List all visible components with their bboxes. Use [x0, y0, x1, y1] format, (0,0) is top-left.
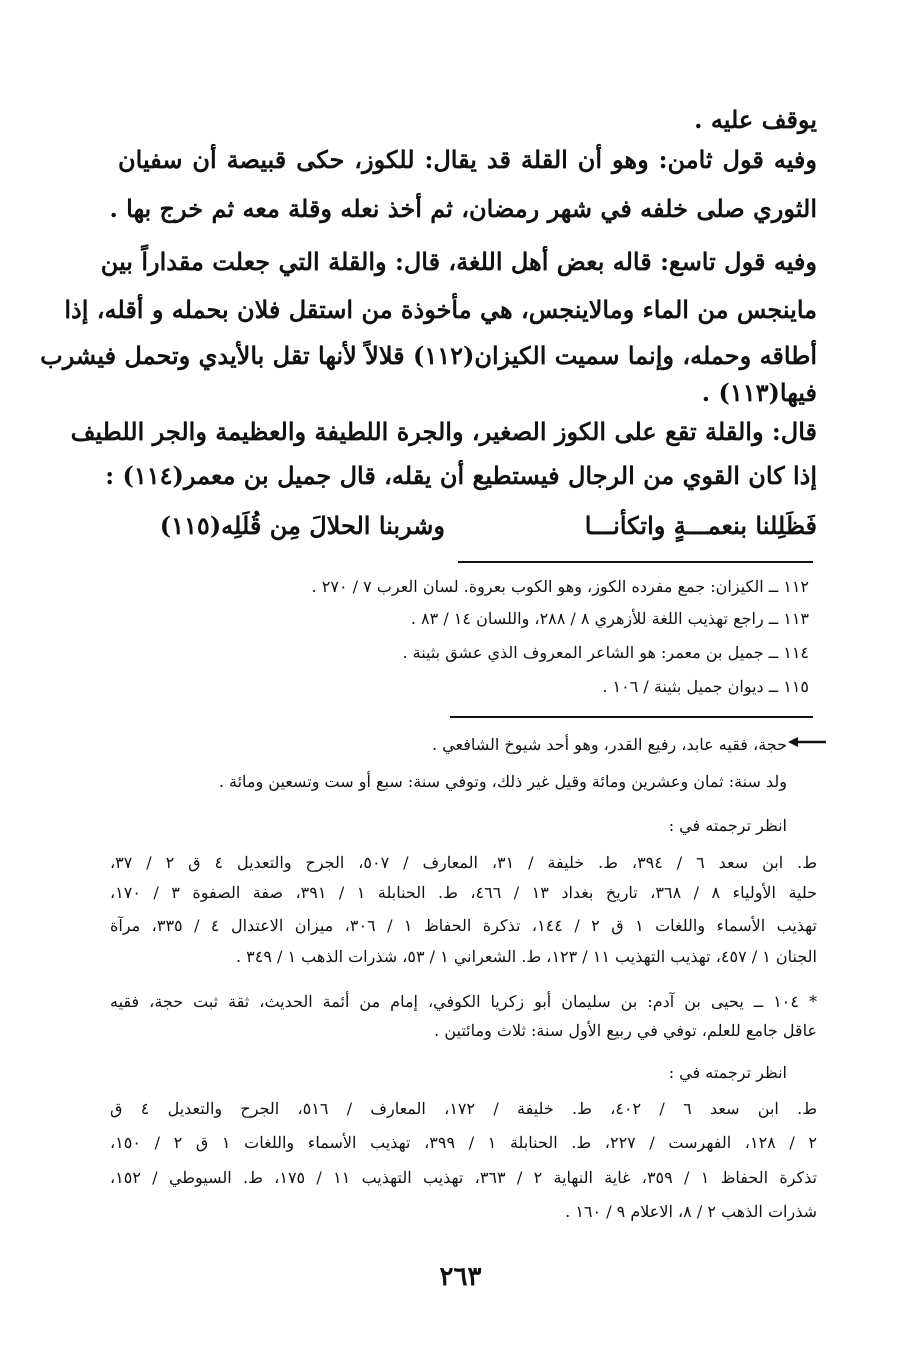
footnote-separator [458, 561, 813, 563]
biography-line-6: تهذيب الأسماء واللغات ١ ق ٢ / ١٤٤، تذكرة الحفاظ ١ / ٣٠٦، ميزان الاعتدال ٤ / ٣٣٥، مرآة [110, 916, 818, 935]
main-text-line-8: قال: والقلة تقع على الكوز الصغير، والجرة اللطيفة والعظيمة والجر اللطيف [70, 417, 817, 446]
page-number: ٢٦٣ [439, 1262, 482, 1292]
biography-line-14: شذرات الذهب ٢ / ٨، الاعلام ٩ / ١٦٠ . [565, 1202, 817, 1221]
biography-line-11: ط. ابن سعد ٦ / ٤٠٢، ط. خليفة / ١٧٢، المعارف / ٥١٦، الجرح والتعديل ٤ ق [110, 1099, 818, 1118]
biography-entry-104: * ١٠٤ ــ يحيى بن آدم: بن سليمان أبو زكريا الكوفي، إمام من أئمة الحديث، ثقة ثبت حجة، فقيه [110, 992, 817, 1011]
biography-line-13: تذكرة الحفاظ ١ / ٣٥٩، غاية النهاية ٢ / ٣٦٣، تهذيب التهذيب ١١ / ١٧٥، ط. السيوطي / ١٥٢، [110, 1168, 817, 1187]
biography-see-also-1: انظر ترجمته في : [668, 816, 787, 835]
biography-separator [450, 716, 813, 718]
biography-line-7: الجنان ١ / ٤٥٧، تهذيب التهذيب ١١ / ١٢٣، ط. الشعراني ١ / ٥٣، شذرات الذهب ١ / ٣٤٩ . [235, 947, 817, 966]
verse-hemistich-second: وشربنا الحلالَ مِن قُلَلِه(١١٥) [159, 511, 445, 540]
footnote-113: ١١٣ ــ راجع تهذيب اللغة للأزهري ٨ / ٢٨٨، واللسان ١٤ / ٨٣ . [410, 609, 809, 628]
biography-line-5: حلية الأولياء ٨ / ٣٦٨، تاريخ بغداد ١٣ / ٤٦٦، ط. الحنابلة ١ / ٣٩١، صفة الصفوة ٣ / ١٧٠، [110, 883, 818, 902]
main-text-line-4: وفيه قول تاسع: قاله بعض أهل اللغة، قال: والقلة التي جعلت مقداراً بين [100, 247, 817, 276]
main-text-line-9: إذا كان القوي من الرجال فيستطيع أن يقله، قال جميل بن معمر(١١٤) : [105, 461, 817, 490]
main-text-line-1: يوقف عليه . [694, 105, 817, 134]
main-text-line-7: فيها(١١٣) . [701, 378, 817, 407]
biography-line-2: ولد سنة: ثمان وعشرين ومائة وقيل غير ذلك، وتوفي سنة: سبع أو ست وتسعين ومائة . [218, 772, 787, 791]
biography-line-4: ط. ابن سعد ٦ / ٣٩٤، ط. خليفة / ٣١، المعارف / ٥٠٧، الجرح والتعديل ٤ ق ٢ / ٣٧، [110, 853, 817, 872]
footnote-112: ١١٢ ــ الكيزان: جمع مفرده الكوز، وهو الكوب بعروة. لسان العرب ٧ / ٢٧٠ . [311, 577, 809, 596]
main-text-line-2: وفيه قول ثامن: وهو أن القلة قد يقال: للكوز، حكى قبيصة أن سفيان [118, 145, 817, 174]
footnote-114: ١١٤ ــ جميل بن معمر: هو الشاعر المعروف الذي عشق بثينة . [402, 643, 809, 662]
main-text-line-6: أطاقه وحمله، وإنما سميت الكيزان(١١٢) قلالاً لأنها تقل بالأيدي وتحمل فيشرب [40, 341, 817, 370]
biography-line-9: عاقل جامع للعلم، توفي في ربيع الأول سنة: ثلاث ومائتين . [434, 1021, 817, 1040]
main-text-line-3: الثوري صلى خلفه في شهر رمضان، ثم أخذ نعله وقلة معه ثم خرج بها . [109, 194, 817, 223]
biography-line-1: حجة، فقيه عابد، رفيع القدر، وهو أحد شيوخ الشافعي . [432, 735, 787, 754]
continuation-arrow-icon [788, 735, 826, 749]
main-text-line-5: ماينجس من الماء ومالاينجس، هي مأخوذة من استقل فلان بحمله و أقله، إذا [64, 295, 817, 324]
footnote-115: ١١٥ ــ ديوان جميل بثينة / ١٠٦ . [602, 677, 809, 696]
biography-line-12: ٢ / ١٢٨، الفهرست / ٢٢٧، ط. الحنابلة ١ / ٣٩٩، تهذيب الأسماء واللغات ١ ق ٢ / ١٥٠، [110, 1133, 818, 1152]
biography-see-also-2: انظر ترجمته في : [668, 1063, 787, 1082]
verse-hemistich-first: فَظَلِلنا بنعمـــةٍ واتكأنـــا [584, 511, 817, 540]
